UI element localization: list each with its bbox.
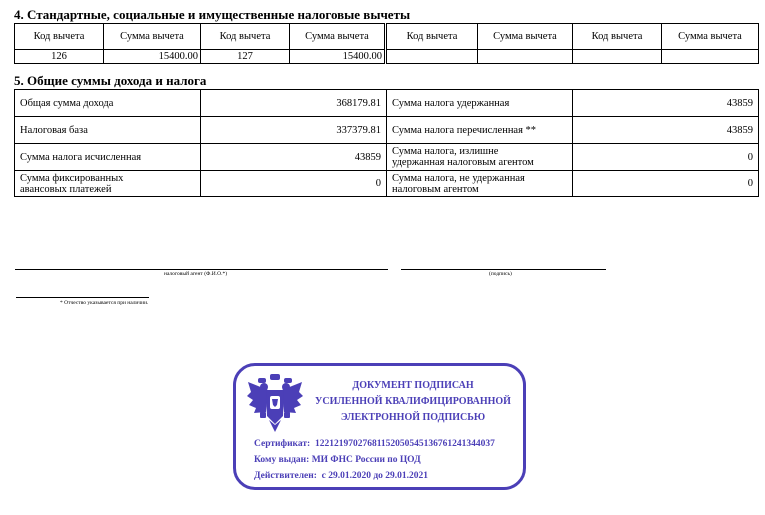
stamp-details: [254, 436, 495, 484]
deduction-code: 126: [15, 50, 104, 64]
deduction-table-3: [386, 23, 573, 64]
issued-to-line: Кому выдан: МИ ФНС России по ЦОД: [254, 455, 421, 465]
table-row: [15, 117, 759, 144]
deduction-table-2: [200, 23, 385, 64]
totals-table: [14, 89, 759, 197]
section-4-title: 4. Стандартные, социальные и имущественные налоговые вычеты: [14, 7, 411, 22]
deduction-code: [387, 50, 478, 64]
table-row: [15, 90, 759, 117]
validity-line: Действителен: с 29.01.2020 до 29.01.2021: [254, 471, 429, 481]
table-row: [15, 144, 759, 171]
agent-name-caption: налоговый агент (Ф.И.О.*): [164, 271, 228, 277]
fixed-advance-label: Сумма фиксированных авансовых платежей: [15, 171, 201, 197]
agent-name-line: [15, 269, 388, 270]
deduction-sum: 15400.00: [104, 50, 201, 64]
deduction-table-1: [14, 23, 201, 64]
deduction-code: [573, 50, 662, 64]
tax-base-value: 337379.81: [201, 117, 387, 144]
section-5-title: 5. Общие суммы дохода и налога: [14, 73, 207, 88]
signature-caption: (подпись): [489, 271, 512, 277]
sum-header: Сумма вычета: [478, 24, 573, 50]
sum-header: Сумма вычета: [104, 24, 201, 50]
tax-transferred-value: 43859: [573, 117, 759, 144]
coat-of-arms-icon: [246, 372, 304, 434]
stamp-title: ДОКУМЕНТ ПОДПИСАН УСИЛЕННОЙ КВАЛИФИЦИРОВАННОЙ ЭЛЕКТРОННОЙ ПОДПИСЬЮ: [315, 380, 511, 423]
code-header: Код вычета: [201, 24, 290, 50]
signature-line: [401, 269, 606, 270]
code-header: Код вычета: [573, 24, 662, 50]
sum-header: Сумма вычета: [290, 24, 385, 50]
code-header: Код вычета: [15, 24, 104, 50]
certificate-line: Сертификат: 12212197027681152050545136761241344037: [254, 439, 495, 449]
footnote-divider: [16, 297, 149, 298]
code-header: Код вычета: [387, 24, 478, 50]
tax-withheld-value: 43859: [573, 90, 759, 117]
deduction-sum: [662, 50, 759, 64]
fixed-advance-value: 0: [201, 171, 387, 197]
tax-calculated-label: Сумма налога исчисленная: [15, 144, 201, 171]
deduction-sum: [478, 50, 573, 64]
tax-transferred-label: Сумма налога перечисленная **: [387, 117, 573, 144]
footnote: * Отчество указывается при наличии.: [60, 300, 149, 306]
table-row: [15, 171, 759, 197]
tax-withheld-label: Сумма налога удержанная: [387, 90, 573, 117]
tax-base-label: Налоговая база: [15, 117, 201, 144]
tax-calculated-value: 43859: [201, 144, 387, 171]
deduction-code: 127: [201, 50, 290, 64]
sum-header: Сумма вычета: [662, 24, 759, 50]
tax-not-withheld-label: Сумма налога, не удержанная налоговым агентом: [387, 171, 573, 197]
deduction-sum: 15400.00: [290, 50, 385, 64]
total-income-value: 368179.81: [201, 90, 387, 117]
electronic-signature-stamp: [233, 363, 526, 490]
total-income-label: Общая сумма дохода: [15, 90, 201, 117]
deduction-table-4: [572, 23, 759, 64]
tax-not-withheld-value: 0: [573, 171, 759, 197]
tax-overwithheld-label: Сумма налога, излишне удержанная налоговым агентом: [387, 144, 573, 171]
tax-overwithheld-value: 0: [573, 144, 759, 171]
